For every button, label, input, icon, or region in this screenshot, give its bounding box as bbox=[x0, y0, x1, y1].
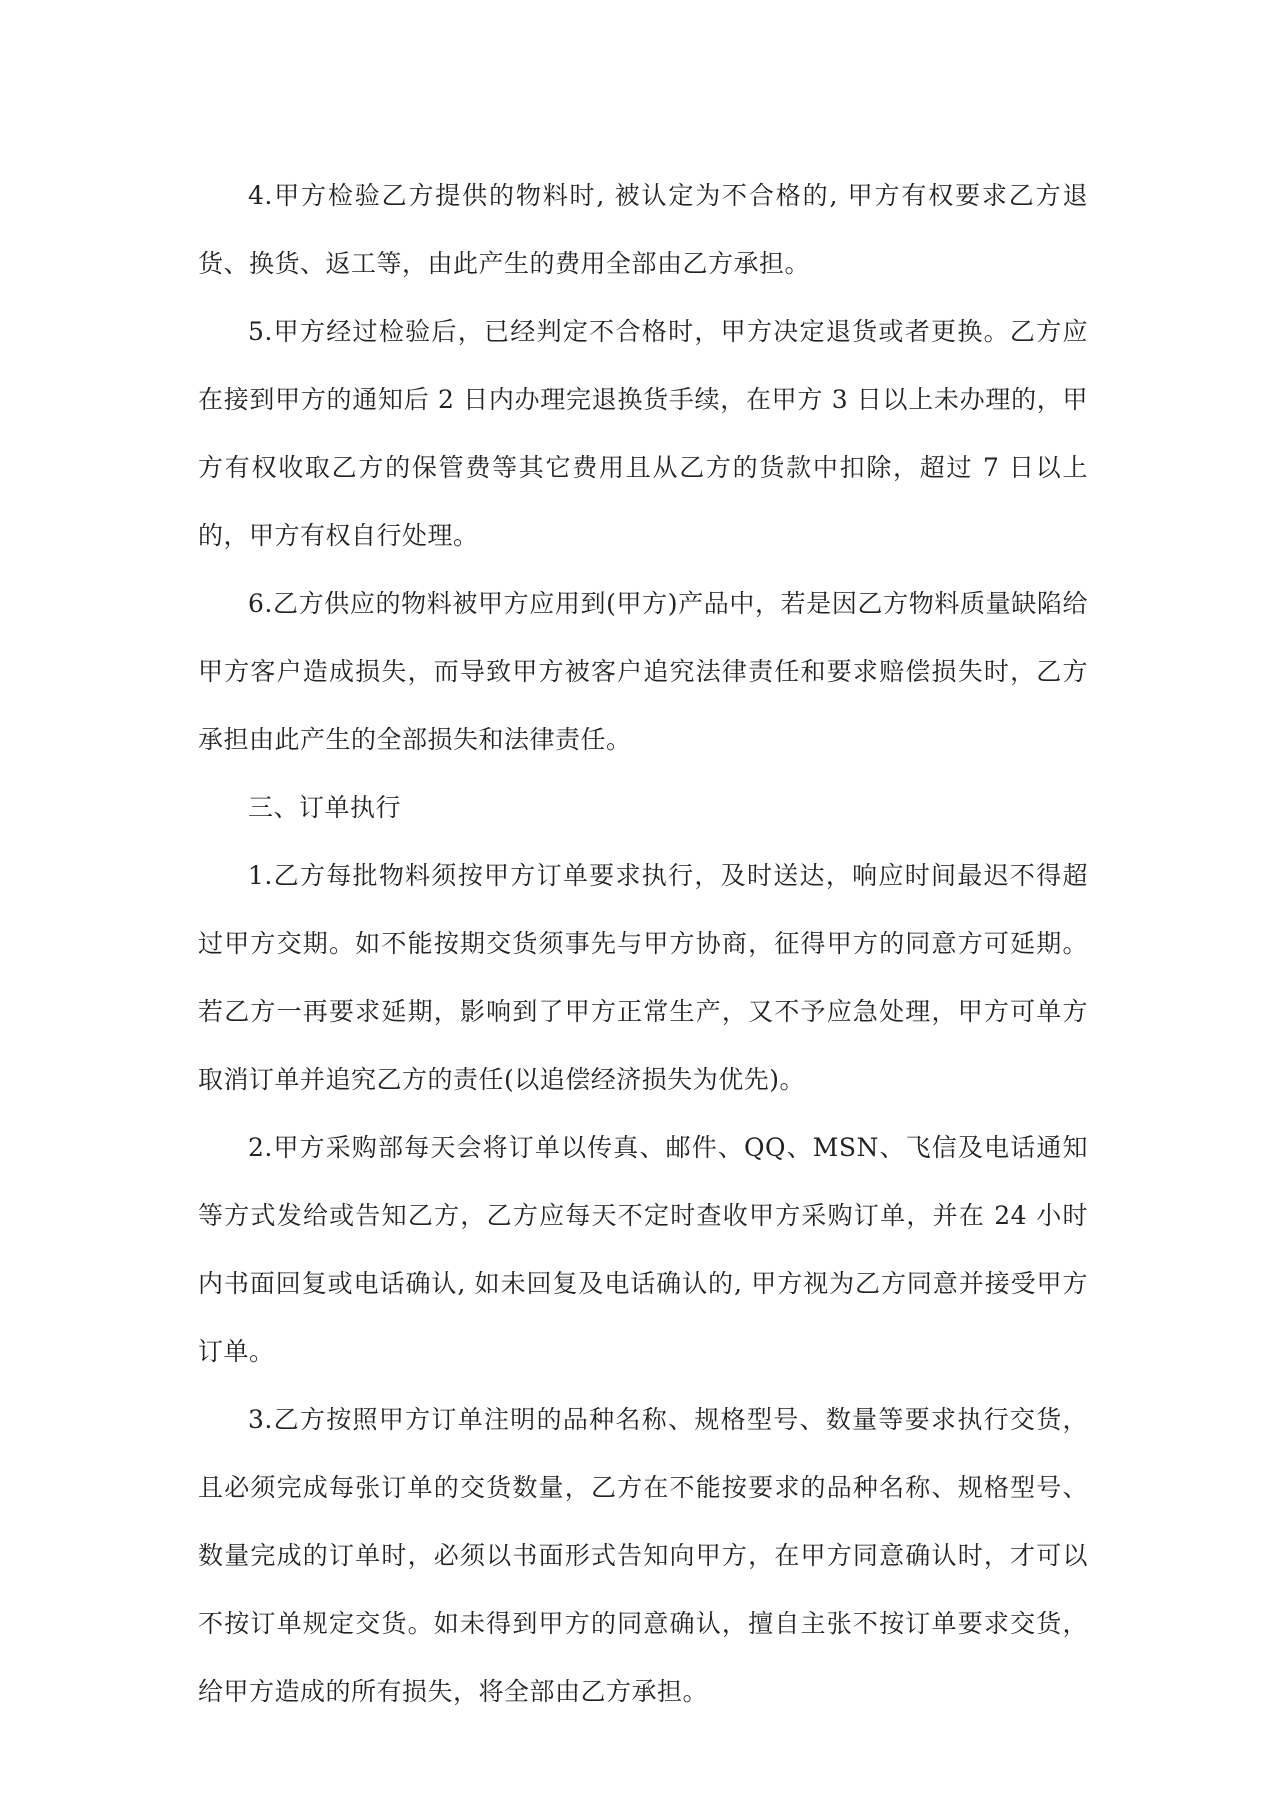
clause-3-3-paragraph: 3.乙方按照甲方订单注明的品种名称、规格型号、数量等要求执行交货，且必须完成每张订单的交货数量，乙方在不能按要求的品种名称、规格型号、数量完成的订单时，必须以书面形式告知向甲方，在甲方同意确认时，才可以不按订单规定交货。如未得到甲方的同意确认，擅自主张不按订单要求交货，给甲方造成的所有损失，将全部由乙方承担。 bbox=[198, 1405, 1088, 1706]
section-heading-order-execution: 三、订单执行 bbox=[248, 793, 402, 822]
clause-3-2-paragraph: 2.甲方采购部每天会将订单以传真、邮件、QQ、MSN、飞信及电话通知等方式发给或告知乙方，乙方应每天不定时查收甲方采购订单，并在 24 小时内书面回复或电话确认, 如未回复及电话确认的, 甲方视为乙方同意并接受甲方订单。 bbox=[198, 1133, 1088, 1366]
clause-2-4-paragraph: 4.甲方检验乙方提供的物料时, 被认定为不合格的, 甲方有权要求乙方退货、换货、返工等，由此产生的费用全部由乙方承担。 bbox=[198, 181, 1088, 278]
clause-2-6-paragraph: 6.乙方供应的物料被甲方应用到(甲方)产品中，若是因乙方物料质量缺陷给甲方客户造成损失，而导致甲方被客户追究法律责任和要求赔偿损失时，乙方承担由此产生的全部损失和法律责任。 bbox=[198, 589, 1088, 754]
clause-2-5-paragraph: 5.甲方经过检验后，已经判定不合格时，甲方决定退货或者更换。乙方应在接到甲方的通知后 2 日内办理完退换货手续，在甲方 3 日以上未办理的，甲方有权收取乙方的保管费等其它费用且从乙方的货款中扣除，超过 7 日以上的，甲方有权自行处理。 bbox=[198, 317, 1088, 550]
clause-3-1-paragraph: 1.乙方每批物料须按甲方订单要求执行，及时送达，响应时间最迟不得超过甲方交期。如不能按期交货须事先与甲方协商，征得甲方的同意方可延期。若乙方一再要求延期，影响到了甲方正常生产，又不予应急处理，甲方可单方取消订单并追究乙方的责任(以追偿经济损失为优先)。 bbox=[198, 861, 1088, 1094]
document-body bbox=[198, 162, 1088, 1726]
